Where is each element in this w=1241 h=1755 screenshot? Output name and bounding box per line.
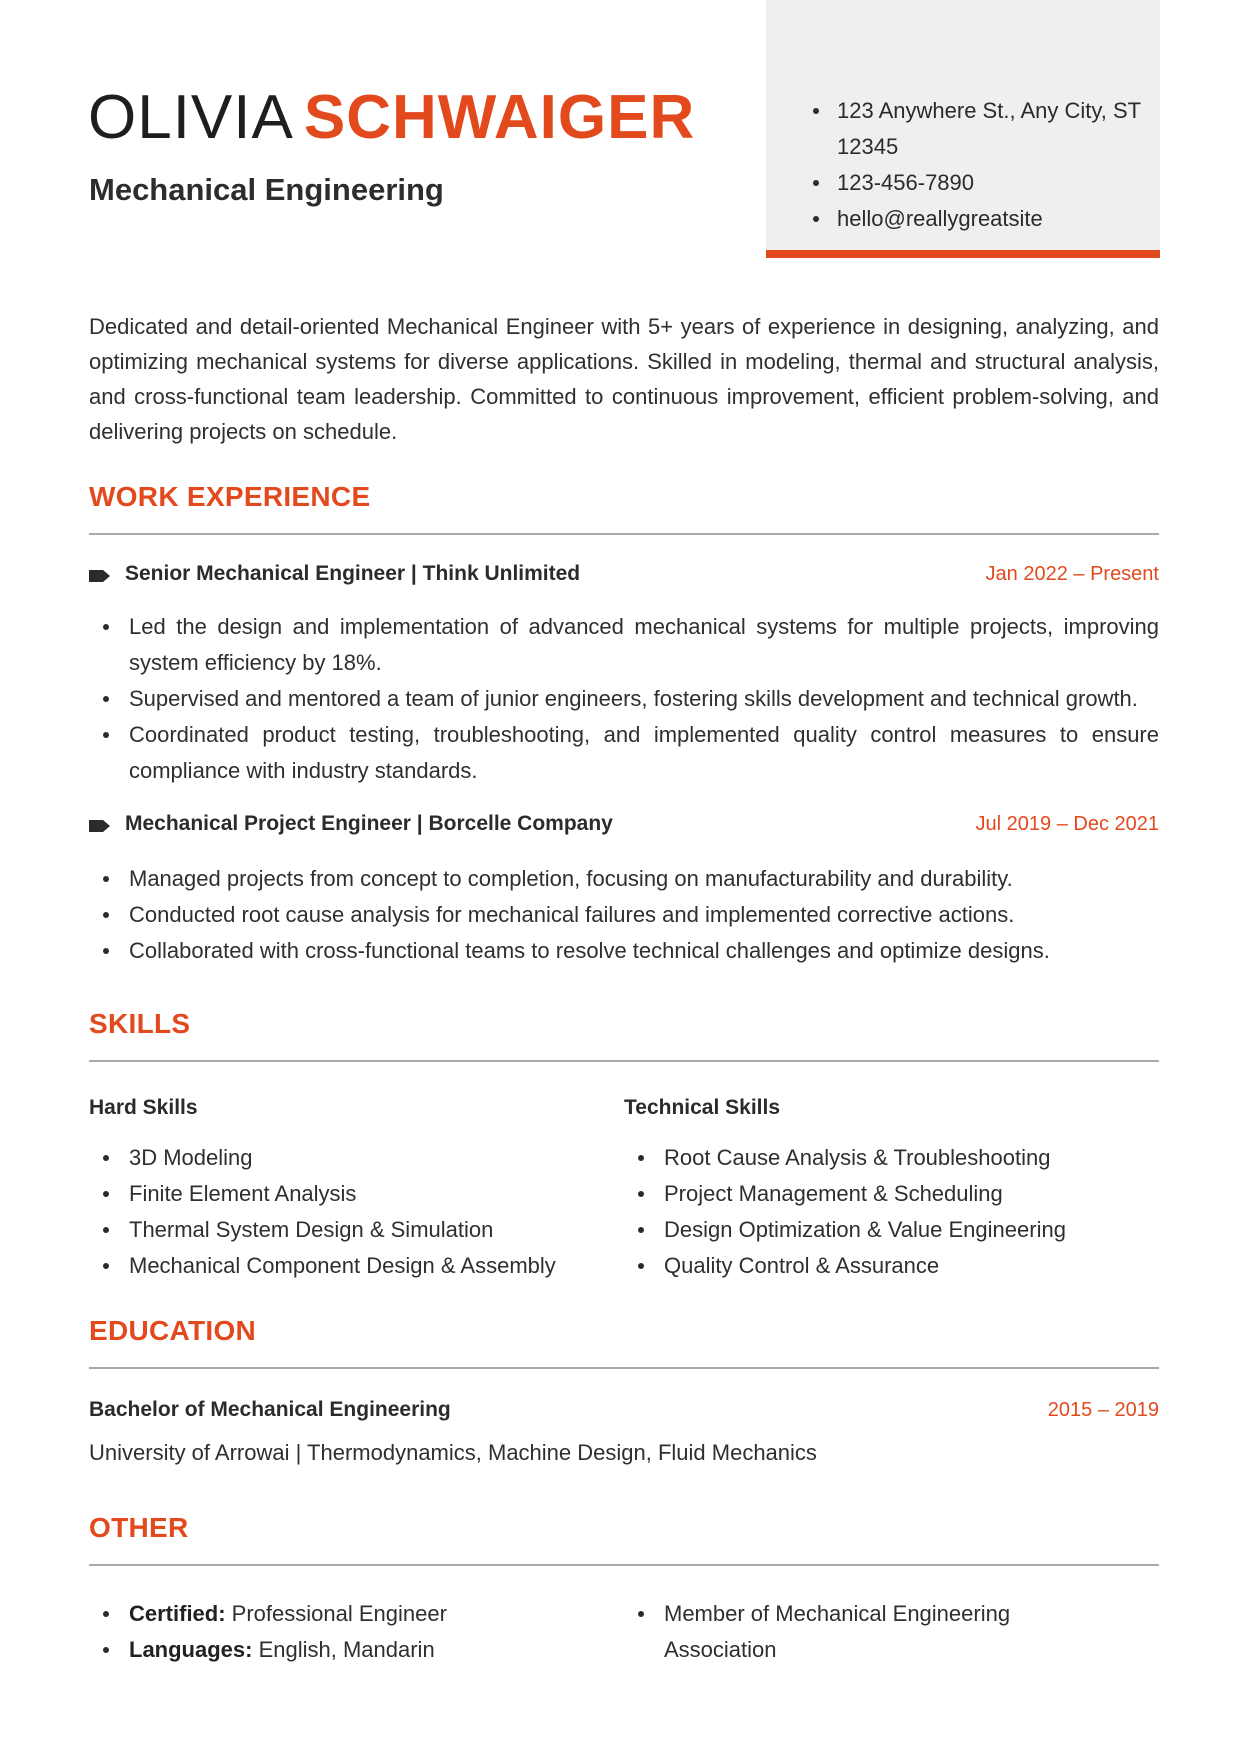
- list-item: Quality Control & Assurance: [624, 1248, 1159, 1284]
- job-title: Mechanical Project Engineer | Borcelle Company: [125, 812, 613, 835]
- job-role: Mechanical Engineering: [89, 172, 444, 207]
- contact-panel: [766, 0, 1160, 258]
- list-item: Coordinated product testing, troubleshooting, and implemented quality control measures to ensure compliance with industry standards.: [89, 717, 1159, 789]
- item-label: Certified:: [129, 1601, 226, 1626]
- job-bullets: [89, 609, 1159, 789]
- section-divider: [89, 533, 1159, 535]
- job-header: [89, 812, 1159, 842]
- list-item: Thermal System Design & Simulation: [89, 1212, 609, 1248]
- job-title: Senior Mechanical Engineer | Think Unlimited: [125, 562, 581, 585]
- contact-address: 123 Anywhere St., Any City, ST 12345: [813, 93, 1143, 165]
- contact-list: [813, 93, 1143, 237]
- section-title-education: EDUCATION: [89, 1315, 257, 1346]
- item-value: English, Mandarin: [252, 1637, 435, 1662]
- list-item: Mechanical Component Design & Assembly: [89, 1248, 609, 1284]
- section-divider: [89, 1060, 1159, 1062]
- section-title-other: OTHER: [89, 1512, 189, 1543]
- other-list: [89, 1596, 609, 1668]
- education-header: [89, 1398, 1159, 1428]
- section-divider: [89, 1367, 1159, 1369]
- contact-email: hello@reallygreatsite: [813, 201, 1143, 237]
- job-bullets: [89, 861, 1159, 969]
- list-item: 3D Modeling: [89, 1140, 609, 1176]
- job-date: Jul 2019 – Dec 2021: [975, 813, 1159, 835]
- tag-icon: [89, 570, 103, 582]
- list-item: Supervised and mentored a team of junior engineers, fostering skills development and technical growth.: [89, 681, 1159, 717]
- list-item: Root Cause Analysis & Troubleshooting: [624, 1140, 1159, 1176]
- hard-skills-list: [89, 1140, 609, 1284]
- profile-summary: Dedicated and detail-oriented Mechanical Engineer with 5+ years of experience in designing, analyzing, and optimizing mechanical systems for diverse applications. Skilled in modeling, thermal and structural analysis, and cross-functional team leadership. Committed to continuous improvement, efficient problem-solving, and delivering projects on schedule.: [89, 314, 1159, 444]
- job-date: Jan 2022 – Present: [985, 563, 1159, 585]
- first-name: OLIVIA: [88, 83, 294, 152]
- list-item: Finite Element Analysis: [89, 1176, 609, 1212]
- education-years: 2015 – 2019: [1047, 1399, 1159, 1421]
- section-title-work: WORK EXPERIENCE: [89, 481, 371, 512]
- list-item: Led the design and implementation of advanced mechanical systems for multiple projects, improving system efficiency by 18%.: [89, 609, 1159, 681]
- list-item: [89, 1632, 609, 1668]
- candidate-name: [88, 82, 695, 154]
- list-item: Collaborated with cross-functional teams to resolve technical challenges and optimize designs.: [89, 933, 1159, 969]
- list-item: Managed projects from concept to completion, focusing on manufacturability and durability.: [89, 861, 1159, 897]
- list-item: Design Optimization & Value Engineering: [624, 1212, 1159, 1248]
- education-details: University of Arrowai | Thermodynamics, Machine Design, Fluid Mechanics: [89, 1440, 817, 1465]
- list-item: Member of Mechanical Engineering Association: [624, 1596, 1024, 1668]
- list-item: [89, 1596, 609, 1632]
- tag-icon: [89, 820, 103, 832]
- last-name: SCHWAIGER: [303, 83, 696, 152]
- item-label: Languages:: [129, 1637, 253, 1662]
- list-item: Project Management & Scheduling: [624, 1176, 1159, 1212]
- list-item: Conducted root cause analysis for mechanical failures and implemented corrective actions.: [89, 897, 1159, 933]
- degree-title: Bachelor of Mechanical Engineering: [89, 1398, 451, 1421]
- section-title-skills: SKILLS: [89, 1008, 191, 1039]
- item-value: Professional Engineer: [225, 1601, 447, 1626]
- hard-skills-heading: Hard Skills: [89, 1096, 198, 1119]
- job-header: [89, 562, 1159, 592]
- contact-phone: 123-456-7890: [813, 165, 1143, 201]
- other-list-right: [624, 1596, 1024, 1668]
- technical-skills-heading: Technical Skills: [624, 1096, 781, 1119]
- technical-skills-list: [624, 1140, 1159, 1284]
- section-divider: [89, 1564, 1159, 1566]
